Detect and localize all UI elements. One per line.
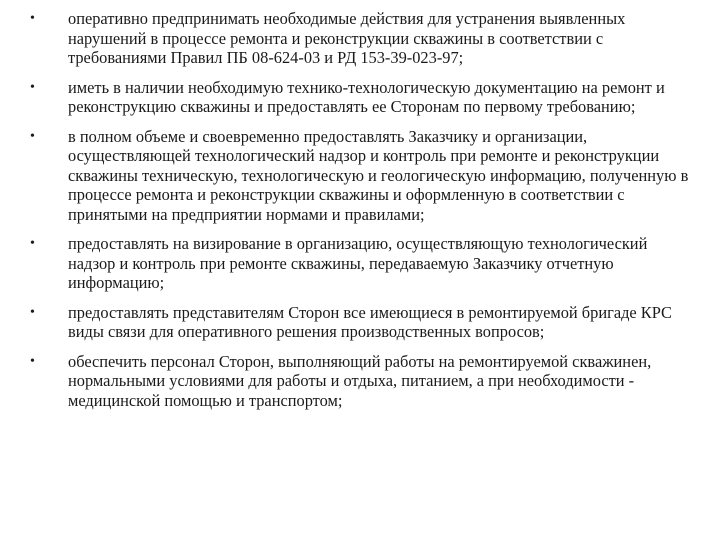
list-item-text: оперативно предпринимать необходимые действия для устранения выявленных нарушений в процессе ремонта и реконструкции скважины в соответствии с требованиями Правил ПБ 08-624-03 и РД 153-39-023-97; bbox=[68, 9, 626, 67]
list-item bbox=[30, 303, 695, 342]
bullet-icon: • bbox=[30, 353, 35, 369]
list-item bbox=[30, 234, 695, 293]
bullet-icon: • bbox=[30, 304, 35, 320]
bullet-icon: • bbox=[30, 11, 35, 26]
list-item-text: в полном объеме и своевременно предоставлять Заказчику и организации, осуществляющей технологический надзор и контроль при ремонте и реконструкции скважины техническую, технологическую и геологическую информацию, полученную в процессе ремонта и реконструкции скважины и оформленную в соответствии с принятыми на предприятии нормами и правилами; bbox=[68, 126, 689, 224]
list-item bbox=[30, 9, 695, 68]
list-item-text: обеспечить персонал Сторон, выполняющий работы на ремонтируемой скважинен, нормальными условиями для работы и отдыха, питанием, а при необходимости - медицинской помощью и транспортом; bbox=[68, 351, 652, 410]
list-item-text: предоставлять на визирование в организацию, осуществляющую технологический надзор и контроль при ремонте скважины, передаваемую Заказчику отчетную информацию; bbox=[68, 234, 648, 292]
list-item-text: иметь в наличии необходимую технико-технологическую документацию на ремонт и реконструкцию скважины и предоставлять ее Сторонам по первому требованию; bbox=[68, 77, 665, 116]
bullet-icon: • bbox=[30, 79, 35, 95]
list-item bbox=[30, 127, 695, 225]
bullet-icon: • bbox=[30, 236, 35, 251]
bullet-icon: • bbox=[30, 128, 35, 144]
obligations-bullet-list bbox=[30, 9, 695, 420]
list-item bbox=[30, 78, 695, 117]
list-item-text: предоставлять представителям Сторон все имеющиеся в ремонтируемой бригаде КРС виды связи для оперативного решения производственных вопросов; bbox=[68, 302, 672, 341]
list-item bbox=[30, 352, 695, 411]
